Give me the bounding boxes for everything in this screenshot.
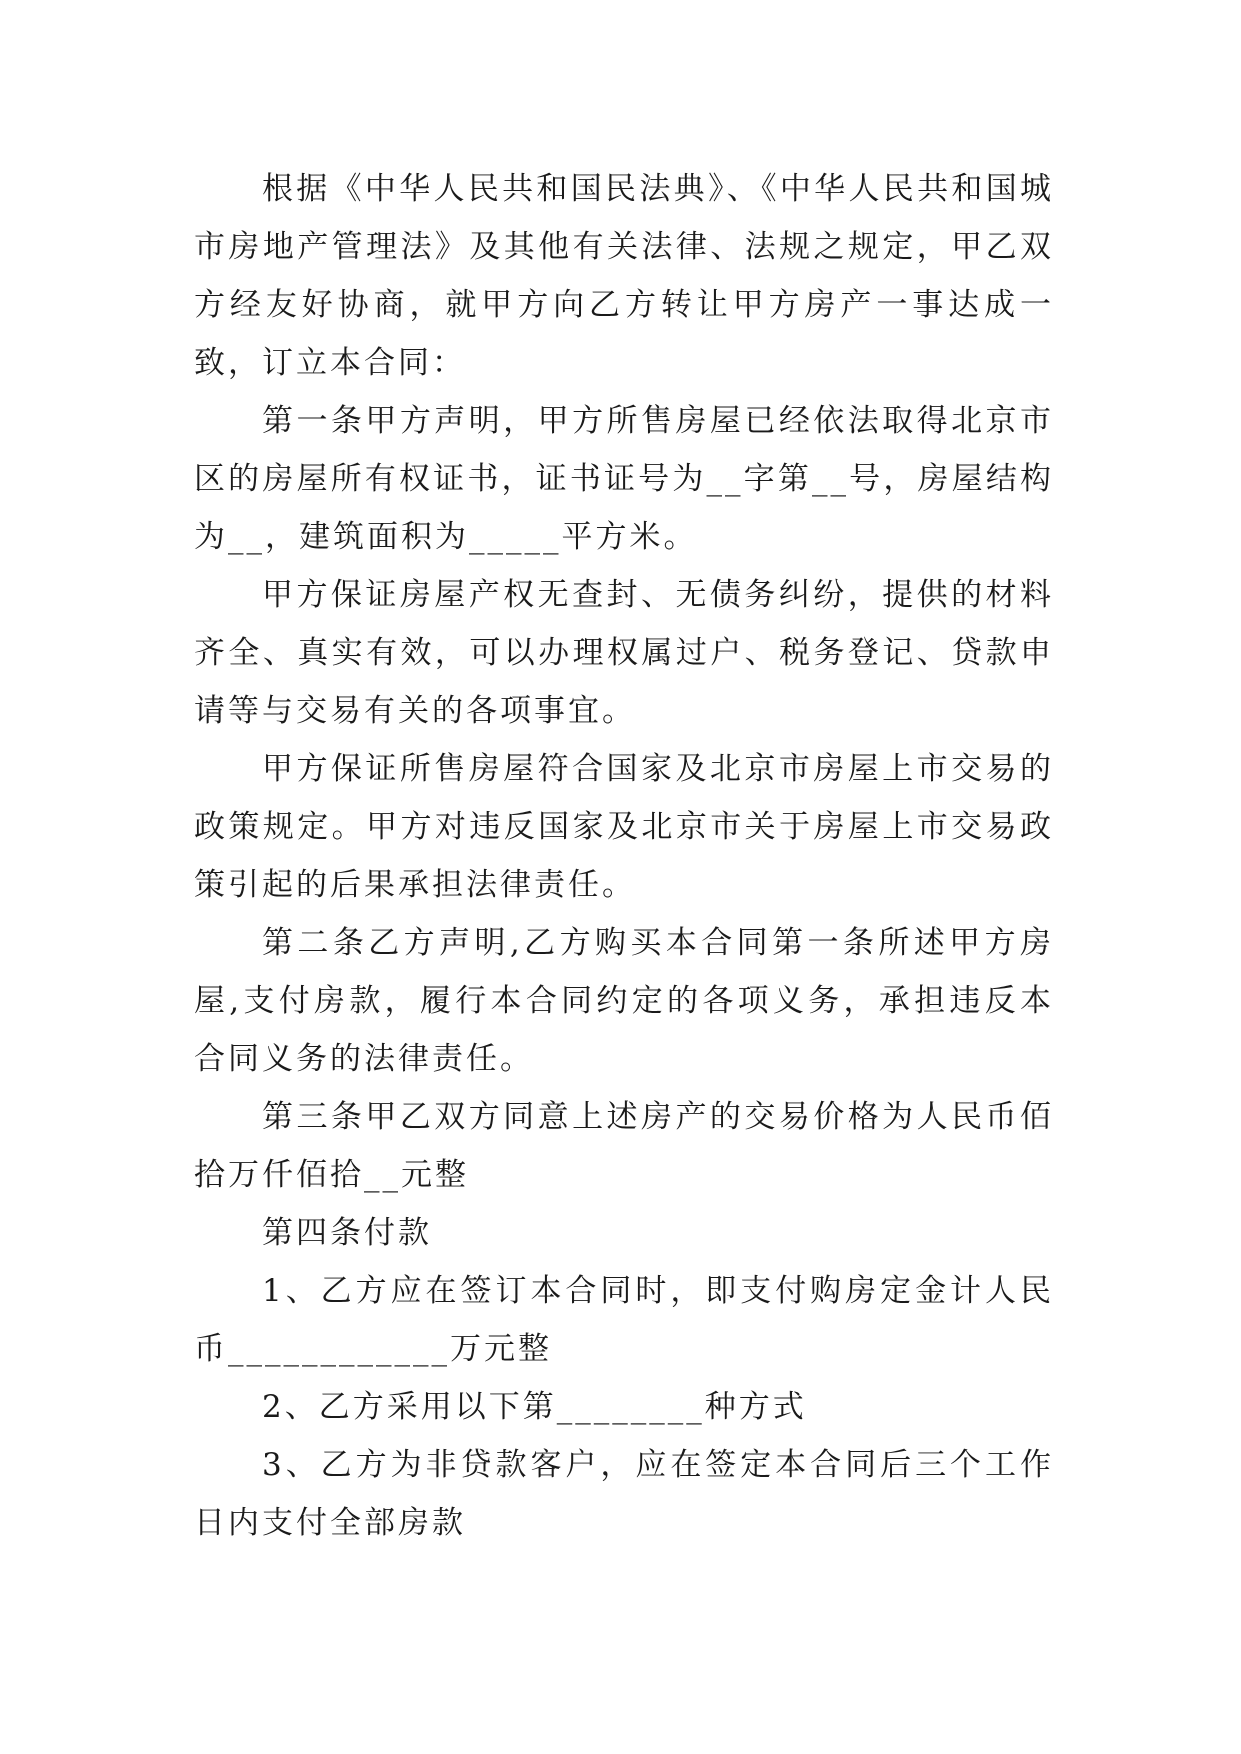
paragraph-article-4-heading: 第四条付款 — [262, 1215, 432, 1251]
paragraph-guarantee-property: 甲方保证房屋产权无查封、无债务纠纷，提供的材料齐全、真实有效，可以办理权属过户、税务登记、贷款申请等与交易有关的各项事宜。 — [194, 577, 1054, 729]
contract-body — [194, 160, 1054, 1552]
paragraph-article-1: 第一条甲方声明，甲方所售房屋已经依法取得北京市区的房屋所有权证书，证书证号为__字第__号，房屋结构为__，建筑面积为_____平方米。 — [194, 403, 1054, 555]
paragraph-payment-item-3: 3、乙方为非贷款客户，应在签定本合同后三个工作日内支付全部房款 — [194, 1447, 1054, 1541]
paragraph-article-3: 第三条甲乙双方同意上述房产的交易价格为人民币佰拾万仟佰拾__元整 — [194, 1099, 1054, 1193]
paragraph-payment-item-1: 1、乙方应在签订本合同时，即支付购房定金计人民币____________万元整 — [194, 1273, 1054, 1367]
paragraph-article-2: 第二条乙方声明,乙方购买本合同第一条所述甲方房屋,支付房款，履行本合同约定的各项义务，承担违反本合同义务的法律责任。 — [194, 925, 1054, 1077]
paragraph-payment-item-2: 2、乙方采用以下第________种方式 — [262, 1389, 807, 1425]
paragraph-guarantee-policy: 甲方保证所售房屋符合国家及北京市房屋上市交易的政策规定。甲方对违反国家及北京市关于房屋上市交易政策引起的后果承担法律责任。 — [194, 751, 1054, 903]
paragraph-preamble: 根据《中华人民共和国民法典》、《中华人民共和国城市房地产管理法》及其他有关法律、法规之规定，甲乙双方经友好协商，就甲方向乙方转让甲方房产一事达成一致，订立本合同： — [194, 171, 1054, 381]
